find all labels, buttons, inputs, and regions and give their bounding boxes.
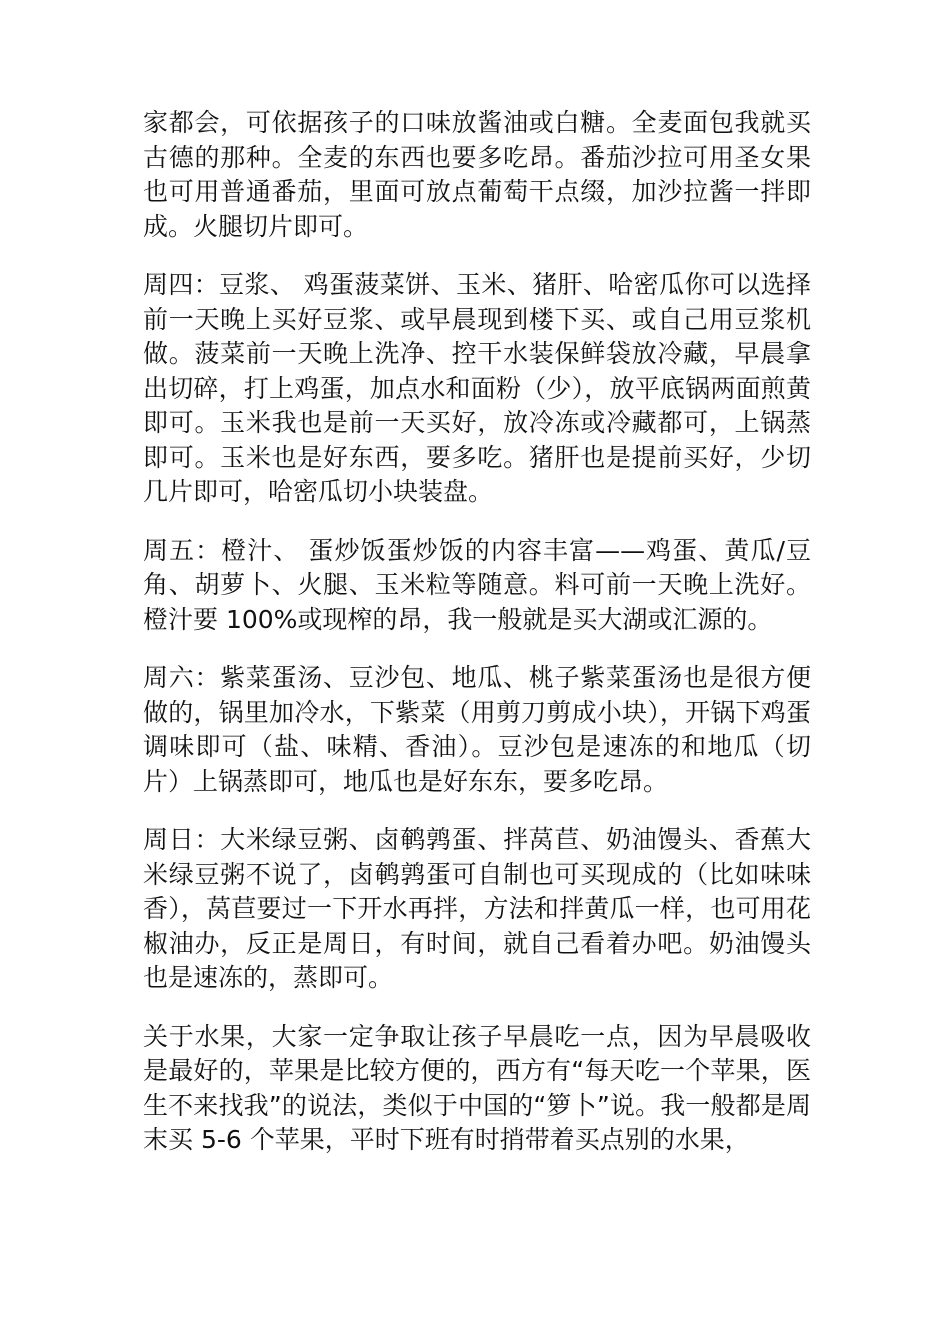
paragraph-saturday: 周六：紫菜蛋汤、豆沙包、地瓜、桃子紫菜蛋汤也是很方便做的，锅里加冷水，下紫菜（用剪刀剪成小块），开锅下鸡蛋调味即可（盐、味精、香油）。豆沙包是速冻的和地瓜（切片）上锅蒸即可，地瓜也是好东东，要多吃昂。	[143, 663, 811, 796]
paragraph-thursday: 周四：豆浆、 鸡蛋菠菜饼、玉米、猪肝、哈密瓜你可以选择前一天晚上买好豆浆、或早晨现到楼下买、或自己用豆浆机做。菠菜前一天晚上洗净、控干水装保鲜袋放冷藏，早晨拿出切碎，打上鸡蛋，加点水和面粉（少），放平底锅两面煎黄即可。玉米我也是前一天买好，放冷冻或冷藏都可，上锅蒸即可。玉米也是好东西，要多吃。猪肝也是提前买好，少切几片即可，哈密瓜切小块装盘。	[143, 270, 811, 506]
document-body	[143, 106, 811, 1182]
paragraph-fruit: 关于水果，大家一定争取让孩子早晨吃一点，因为早晨吸收是最好的，苹果是比较方便的，西方有“每天吃一个苹果，医生不来找我”的说法，类似于中国的“箩卜”说。我一般都是周末买 5-6 个苹果，平时下班有时捎带着买点别的水果，	[143, 1021, 811, 1154]
paragraph-sunday: 周日：大米绿豆粥、卤鹌鹑蛋、拌莴苣、奶油馒头、香蕉大米绿豆粥不说了，卤鹌鹑蛋可自制也可买现成的（比如味味香），莴苣要过一下开水再拌，方法和拌黄瓜一样，也可用花椒油办，反正是周日，有时间，就自己看着办吧。奶油馒头也是速冻的，蒸即可。	[143, 825, 811, 992]
paragraph-1: 家都会，可依据孩子的口味放酱油或白糖。全麦面包我就买古德的那种。全麦的东西也要多吃昂。番茄沙拉可用圣女果也可用普通番茄，里面可放点葡萄干点缀，加沙拉酱一拌即成。火腿切片即可。	[143, 108, 811, 241]
paragraph-friday: 周五：橙汁、 蛋炒饭蛋炒饭的内容丰富——鸡蛋、黄瓜/豆角、胡萝卜、火腿、玉米粒等随意。料可前一天晚上洗好。橙汁要 100%或现榨的昂，我一般就是买大湖或汇源的。	[143, 535, 811, 634]
